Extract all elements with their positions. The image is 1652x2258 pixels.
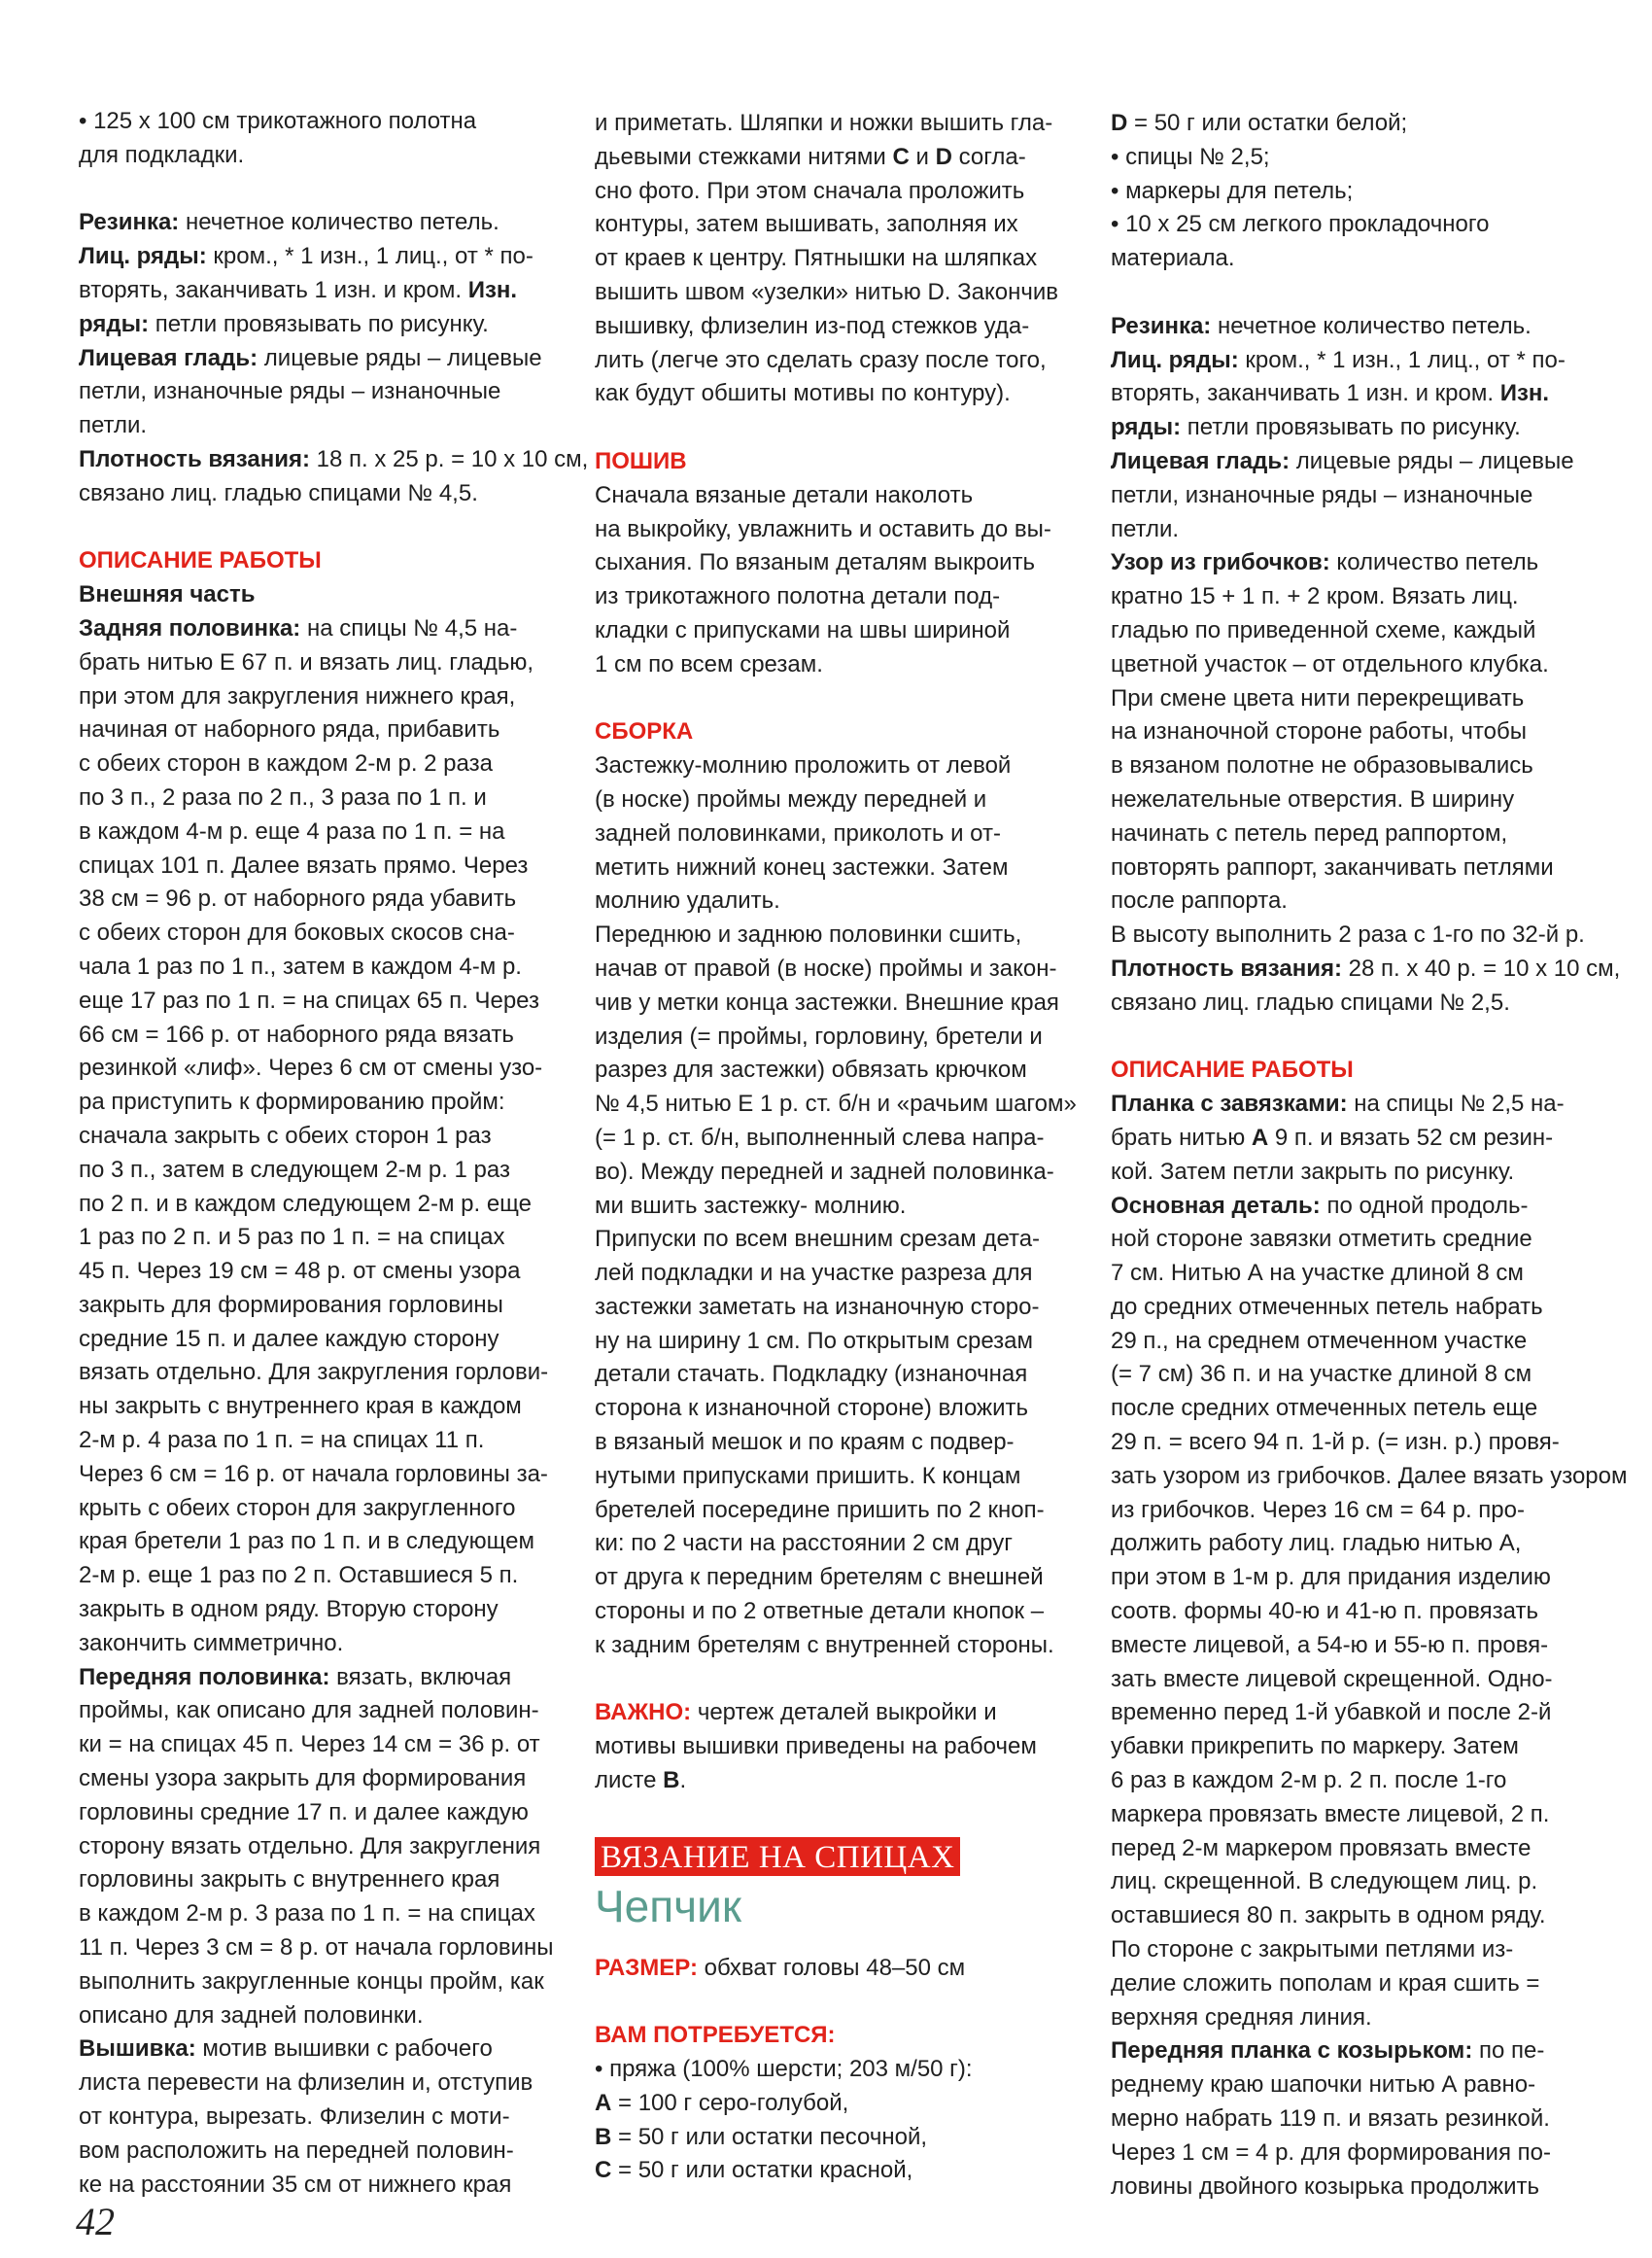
main-part-paragraph (1111, 1223, 1628, 2034)
rib-label: Резинка: (79, 209, 180, 236)
text-line: 66 см = 166 р. от наборного ряда вязать (79, 1021, 514, 1048)
text-line: Сначала вязаные детали наколоть (595, 481, 974, 508)
text-line: при этом в 1-м р. для придания изделию (1111, 1564, 1551, 1591)
rib-text: кром., * 1 изн., 1 лиц., от * по- (206, 243, 533, 270)
text-line: В высоту выполнить 2 раза с 1-го по 32-й р. (1111, 921, 1585, 949)
ties-line (1111, 1122, 1606, 1156)
text-line: зать узором из грибочков. Далее вязать узором (1111, 1462, 1628, 1489)
rib-text: петли провязывать по рисунку. (1181, 414, 1521, 441)
stockinette-line (1111, 445, 1606, 479)
text-line: (в носке) проймы между передней и (595, 785, 987, 813)
front-line (79, 1661, 565, 1695)
ties-label: Планка с завязками: (1111, 1091, 1348, 1118)
text-line: разрез для застежки) обвязать крючком (595, 1057, 1027, 1084)
materials-heading: ВАМ ПОТРЕБУЕТСЯ: (595, 2022, 836, 2049)
text-line: в вязаный мешок и по краям с подвер- (595, 1429, 1015, 1456)
front-text: вязать, включая (329, 1663, 512, 1690)
text-line: ну на ширину 1 см. По открытым срезам (595, 1327, 1033, 1354)
text-line: гладью по приведенной схеме, каждый (1111, 616, 1536, 643)
text-line: сначала закрыть с обеих сторон 1 раз (79, 1122, 492, 1149)
materials-line: • 125 х 100 см трикотажного полотна (79, 108, 477, 134)
text-line: после средних отмеченных петель еще (1111, 1395, 1538, 1422)
gauge-line: связано лиц. гладью спицами № 2,5. (1111, 989, 1510, 1016)
gauge-label: Плотность вязания: (1111, 955, 1343, 982)
text-line: делие сложить пополам и края сшить = (1111, 1969, 1540, 1997)
wrong-rows-label: ряды: (79, 310, 150, 337)
text-line: стороны и по 2 ответные детали кнопок – (595, 1598, 1045, 1625)
materials-line: • спицы № 2,5; (1111, 143, 1270, 170)
text-line: ны закрыть с внутреннего края в каждом (79, 1393, 522, 1420)
text-line: ке на расстоянии 35 см от нижнего края (79, 2171, 512, 2198)
mushroom-pattern-text: количество петель (1329, 549, 1539, 576)
visor-line (1111, 2034, 1606, 2068)
ties-line (1111, 1088, 1606, 1122)
text-line: оставшиеся 80 п. закрыть в одном ряду. (1111, 1902, 1546, 1929)
text-line: в вязаном полотне не образовывались (1111, 752, 1533, 780)
front-label: Передняя половинка: (79, 1663, 330, 1690)
sub-heading-text: Внешняя часть (79, 581, 256, 608)
ties-text: 9 п. и вязать 52 см резин- (1268, 1124, 1554, 1151)
visor-paragraph (1111, 2068, 1606, 2204)
text-line: вышить швом «узелки» нитью D. Закончив (595, 278, 1058, 305)
text-line: закончить симметрично. (79, 1629, 344, 1656)
rib-line (1111, 377, 1606, 411)
mushroom-pattern-line (1111, 546, 1606, 580)
embroidery-paragraph (595, 175, 1081, 412)
yarn-code: В (595, 2123, 612, 2150)
text-line: закрыть в одном ряду. Вторую сторону (79, 1596, 499, 1623)
yarn-line (595, 2121, 1081, 2155)
text-line: должить работу лиц. гладью нитью А, (1111, 1530, 1522, 1557)
text-line: 1 раз по 2 п. и 5 раз по 1 п. = на спицах (79, 1224, 505, 1251)
text-line: закрыть для формирования горловины (79, 1291, 503, 1318)
text-line: 7 см. Нитью А на участке длиной 8 см (1111, 1260, 1524, 1287)
materials-list (1111, 141, 1606, 276)
text-line: начиная от наборного ряда, прибавить (79, 716, 500, 744)
text-line: вышивку, флизелин из-под стежков уда- (595, 312, 1030, 339)
embroidery-text: и (909, 143, 936, 170)
rib-text: вторять, заканчивать 1 изн. и кром. (1111, 380, 1500, 407)
important-text: листе (595, 1767, 664, 1794)
text-line: (= 7 см) 36 п. и на участке длиной 8 см (1111, 1361, 1532, 1388)
rib-line (1111, 344, 1606, 378)
text-line: реднему краю шапочки нитью А равно- (1111, 2071, 1536, 2099)
text-line: от контура, вырезать. Флизелин с моти- (79, 2103, 510, 2131)
text-line: лиц. скрещенной. В следующем лиц. р. (1111, 1868, 1538, 1895)
text-line: вместе лицевой, а 54-ю и 55-ю п. провя- (1111, 1631, 1549, 1658)
gauge-line (1111, 953, 1621, 987)
main-part-text: по одной продоль- (1320, 1192, 1529, 1219)
embroidery-text: дьевыми стежками нитями (595, 143, 893, 170)
text-line: из грибочков. Через 16 см = 64 р. про- (1111, 1496, 1525, 1523)
front-paragraph (79, 1694, 565, 2032)
materials-line: • маркеры для петель; (1111, 177, 1354, 204)
text-line: ра приступить к формированию пройм: (79, 1089, 505, 1116)
important-line (595, 1764, 1081, 1798)
mushroom-pattern-label: Узор из грибочков: (1111, 549, 1330, 576)
text-line: ми вшить застежку- молнию. (595, 1192, 907, 1219)
text-line: По стороне с закрытыми петлями из- (1111, 1936, 1514, 1963)
text-line: соотв. формы 40-ю и 41-ю п. провязать (1111, 1598, 1538, 1625)
materials-line: для подкладки. (79, 141, 245, 168)
text-line: резинкой «лиф». Через 6 см от смены узо- (79, 1055, 543, 1082)
mushroom-pattern-paragraph (1111, 580, 1606, 953)
embroidery-label: Вышивка: (79, 2035, 196, 2063)
size-label: РАЗМЕР: (595, 1954, 698, 1981)
text-line: лей подкладки и на участке разреза для (595, 1260, 1033, 1287)
rib-line (79, 206, 565, 240)
text-line: маркера провязать вместе лицевой, 2 п. (1111, 1800, 1550, 1827)
embroidery-line (595, 141, 1081, 175)
rib-line (79, 240, 565, 274)
rib-line (79, 274, 565, 308)
text-line: 38 см = 96 р. от наборного ряда убавить (79, 886, 517, 913)
text-line: крыть с обеих сторон для закругленного (79, 1494, 516, 1521)
text-line: 29 п., на среднем отмеченном участке (1111, 1327, 1528, 1354)
rib-text: вторять, заканчивать 1 изн. и кром. (79, 276, 468, 303)
text-line: нежелательные отверстия. В ширину (1111, 785, 1515, 813)
stockinette-text: лицевые ряды – лицевые (1290, 447, 1574, 474)
important-line: мотивы вышивки приведены на рабочем (595, 1733, 1037, 1760)
sub-heading (79, 578, 565, 612)
text-line: ки = на спицах 45 п. Через 14 см = 36 р. от (79, 1731, 540, 1758)
rib-line (1111, 310, 1606, 344)
embroidery-line (79, 2032, 565, 2067)
wrong-rows-label: Изн. (1499, 380, 1550, 407)
sheet-code: В (663, 1767, 680, 1794)
text-line: метить нижний конец застежки. Затем (595, 853, 1009, 881)
category-banner: ВЯЗАНИЕ НА СПИЦАХ (595, 1837, 960, 1876)
text-line: сно фото. При этом сначала проложить (595, 177, 1025, 204)
text-line: еще 17 раз по 1 п. = на спицах 65 п. Через (79, 987, 539, 1014)
text-line: ловины двойного козырька продолжить (1111, 2172, 1539, 2200)
yarn-text: = 100 г серо-голубой, (611, 2089, 849, 2116)
assembly-heading: СБОРКА (595, 718, 694, 746)
wrong-rows-label: ряды: (1111, 414, 1182, 441)
section-heading: ОПИСАНИЕ РАБОТЫ (79, 547, 322, 574)
yarn-code: А (1251, 1124, 1269, 1151)
yarn-text: = 50 г или остатки песочной, (611, 2123, 928, 2150)
text-line: 1 см по всем срезам. (595, 650, 823, 677)
text-line: 11 п. Через 3 см = 8 р. от начала горловины (79, 1934, 554, 1962)
important-text: . (679, 1767, 687, 1794)
text-line: убавки прикрепить по маркеру. Затем (1111, 1733, 1519, 1760)
visor-label: Передняя планка с козырьком: (1111, 2037, 1473, 2065)
text-line: детали стачать. Подкладку (изнаночная (595, 1361, 1028, 1388)
yarn-line (1111, 107, 1606, 141)
text-line: нутыми припусками пришить. К концам (595, 1462, 1021, 1489)
text-line: кладки с припусками на швы шириной (595, 616, 1011, 643)
text-line: 2-м р. 4 раза по 1 п. = на спицах 11 п. (79, 1427, 485, 1454)
materials-line: • 10 х 25 см легкого прокладочного (1111, 211, 1490, 238)
column-2 (595, 107, 1081, 2188)
text-line: спицах 101 п. Далее вязать прямо. Через (79, 851, 529, 879)
text-line: в каждом 4-м р. еще 4 раза по 1 п. = на (79, 817, 505, 845)
yarn-text: = 50 г или остатки белой; (1127, 110, 1408, 136)
text-line: на изнаночной стороне работы, чтобы (1111, 718, 1527, 746)
text-line: листа перевести на флизелин и, отступив (79, 2069, 533, 2097)
text-line: вязать отдельно. Для закругления горлови- (79, 1359, 549, 1386)
text-line: во). Между передней и задней половинка- (595, 1158, 1054, 1185)
main-part-label: Основная деталь: (1111, 1192, 1321, 1219)
text-line: мерно набрать 119 п. и вязать резинкой. (1111, 2105, 1550, 2133)
text-line: Застежку-молнию проложить от левой (595, 752, 1012, 780)
back-label: Задняя половинка: (79, 614, 301, 642)
embroidery-line: и приметать. Шляпки и ножки вышить гла- (595, 110, 1053, 136)
back-text: на спицы № 4,5 на- (300, 614, 518, 642)
text-line: верхняя средняя линия. (1111, 2003, 1372, 2031)
important-text: чертеж деталей выкройки и (691, 1699, 997, 1726)
text-line: как будут обшиты мотивы по контуру). (595, 380, 1011, 407)
text-line: зать вместе лицевой скрещенной. Одно- (1111, 1665, 1553, 1692)
gauge-line (79, 443, 589, 477)
visor-text: по пе- (1472, 2037, 1545, 2065)
gauge-text: 18 п. х 25 р. = 10 х 10 см, (310, 445, 589, 472)
rib-label: Резинка: (1111, 312, 1212, 339)
text-line: перед 2-м маркером провязать вместе (1111, 1834, 1532, 1861)
stockinette-label: Лицевая гладь: (1111, 447, 1291, 474)
text-line: до средних отмеченных петель набрать (1111, 1293, 1543, 1320)
sewing-paragraph (595, 479, 1081, 682)
back-line (79, 612, 565, 646)
text-line: Переднюю и заднюю половинки сшить, (595, 921, 1022, 949)
text-line: 2-м р. еще 1 раз по 2 п. Оставшиеся 5 п. (79, 1562, 519, 1589)
text-line: чив у метки конца застежки. Внешние края (595, 989, 1059, 1016)
text-line: горловины закрыть с внутреннего края (79, 1866, 500, 1893)
stockinette-line: петли, изнаночные ряды – изнаночные (79, 378, 501, 405)
text-line: средние 15 п. и далее каждую сторону (79, 1325, 499, 1352)
text-line: ки: по 2 части на расстоянии 2 см друг (595, 1530, 1013, 1557)
text-line: кратно 15 + 1 п. + 2 кром. Вязать лиц. (1111, 583, 1519, 610)
main-part-line (1111, 1190, 1606, 1224)
yarn-code: С (892, 143, 910, 170)
embroidery-text: мотив вышивки с рабочего (195, 2035, 493, 2063)
assembly-paragraph (595, 749, 1081, 1663)
yarn-line: • пряжа (100% шерсти; 203 м/50 г): (595, 2056, 973, 2083)
text-line: (= 1 р. ст. б/н, выполненный слева напра- (595, 1124, 1045, 1151)
text-line: по 2 п. и в каждом следующем 2-м р. еще (79, 1190, 532, 1217)
text-line: 6 раз в каждом 2-м р. 2 п. после 1-го (1111, 1767, 1507, 1794)
rib-text: нечетное количество петель. (1211, 312, 1532, 339)
column-1 (79, 105, 589, 2202)
gauge-text: 28 п. х 40 р. = 10 х 10 см, (1342, 955, 1621, 982)
text-line: от друга к передним бретелям с внешней (595, 1564, 1044, 1591)
text-line: цветной участок – от отдельного клубка. (1111, 650, 1549, 677)
text-line: бретелей посередине пришить по 2 кноп- (595, 1496, 1045, 1523)
text-line: сторону вязать отдельно. Для закругления (79, 1832, 541, 1859)
text-line: Припуски по всем внешним срезам дета- (595, 1226, 1041, 1253)
text-line: проймы, как описано для задней половин- (79, 1697, 539, 1724)
text-line: после раппорта. (1111, 887, 1288, 915)
text-line: от краев к центру. Пятнышки на шляпках (595, 245, 1038, 272)
sewing-heading: ПОШИВ (595, 447, 687, 474)
text-line: 29 п. = всего 94 п. 1-й р. (= изн. р.) провя- (1111, 1429, 1560, 1456)
section-heading: ОПИСАНИЕ РАБОТЫ (1111, 1057, 1354, 1084)
text-line: горловины средние 17 п. и далее каждую (79, 1798, 529, 1825)
text-line: контуры, затем вышивать, заполняя их (595, 211, 1018, 238)
rib-line (1111, 411, 1606, 445)
ties-text: брать нитью (1111, 1124, 1252, 1151)
yarn-line (595, 2154, 1081, 2188)
ties-text: на спицы № 2,5 на- (1347, 1091, 1565, 1118)
rib-text: кром., * 1 изн., 1 лиц., от * по- (1238, 346, 1566, 373)
yarn-code: D (1111, 110, 1128, 136)
back-paragraph (79, 646, 565, 1661)
embroidery-paragraph (79, 2067, 565, 2202)
article-title: Чепчик (595, 1880, 741, 1931)
text-line: сторона к изнаночной стороне) вложить (595, 1395, 1029, 1422)
text-line: на выкройку, увлажнить и оставить до вы- (595, 515, 1051, 542)
text-line: ной стороне завязки отметить средние (1111, 1226, 1532, 1253)
text-line: в каждом 2-м р. 3 раза по 1 п. = на спицах (79, 1900, 535, 1928)
text-line: с обеих сторон в каждом 2-м р. 2 раза (79, 750, 493, 778)
text-line: изделия (= проймы, горловину, бретели и (595, 1023, 1043, 1050)
text-line: смены узора закрыть для формирования (79, 1765, 527, 1792)
text-line: вом расположить на передней половин- (79, 2136, 514, 2164)
text-line: к задним бретелям с внутренней стороны. (595, 1631, 1054, 1658)
size-text: обхват головы 48–50 см (697, 1954, 966, 1981)
text-line: начав от правой (в носке) проймы и закон- (595, 955, 1057, 982)
text-line: сыхания. По вязаным деталям выкроить (595, 549, 1035, 576)
yarn-line (595, 2087, 1081, 2121)
materials-line: материала. (1111, 245, 1235, 272)
text-line: № 4,5 нитью Е 1 р. ст. б/н и «рачьим шагом» (595, 1091, 1077, 1118)
important-line (595, 1696, 1081, 1730)
wrong-rows-label: Изн. (467, 276, 518, 303)
text-line: при этом для закругления нижнего края, (79, 682, 516, 710)
text-line: выполнить закругленные концы пройм, как (79, 1967, 544, 1995)
text-line: застежки заметать на изнаночную сторо- (595, 1293, 1040, 1320)
text-line: с обеих сторон для боковых скосов сна- (79, 920, 515, 947)
text-line: по 3 п., затем в следующем 2-м р. 1 раз (79, 1156, 510, 1183)
size-line (595, 1952, 1081, 1986)
stockinette-line: петли. (1111, 515, 1180, 542)
ties-line: кой. Затем петли закрыть по рисунку. (1111, 1158, 1515, 1185)
text-line: края бретели 1 раз по 1 п. и в следующем (79, 1528, 534, 1555)
text-line: из трикотажного полотна детали под- (595, 583, 1001, 610)
yarn-code: С (595, 2157, 612, 2184)
stockinette-line: петли, изнаночные ряды – изнаночные (1111, 481, 1533, 508)
page-number: 42 (76, 2200, 115, 2243)
text-line: молнию удалить. (595, 887, 780, 915)
gauge-line: связано лиц. гладью спицами № 4,5. (79, 479, 478, 506)
text-line: При смене цвета нити перекрещивать (1111, 684, 1525, 712)
rib-text: петли провязывать по рисунку. (149, 310, 489, 337)
rib-text: нечетное количество петель. (179, 209, 499, 236)
yarn-code: А (595, 2089, 612, 2116)
text-line: по 3 п., 2 раза по 2 п., 3 раза по 1 п. и (79, 783, 487, 811)
text-line: чала 1 раз по 1 п., затем в каждом 4-м р. (79, 953, 522, 980)
embroidery-text: согла- (951, 143, 1026, 170)
text-line: 45 п. Через 19 см = 48 р. от смены узора (79, 1258, 521, 1285)
text-line: временно перед 1-й убавкой и после 2-й (1111, 1699, 1552, 1726)
right-rows-label: Лиц. ряды: (1111, 346, 1239, 373)
stockinette-label: Лицевая гладь: (79, 344, 258, 371)
column-3 (1111, 107, 1628, 2204)
gauge-label: Плотность вязания: (79, 445, 311, 472)
yarn-code: D (935, 143, 952, 170)
stockinette-line (79, 342, 565, 376)
text-line: брать нитью Е 67 п. и вязать лиц. гладью, (79, 648, 534, 676)
yarn-text: = 50 г или остатки красной, (611, 2157, 913, 2184)
text-line: описано для задней половинки. (79, 2001, 424, 2029)
text-line: Через 6 см = 16 р. от начала горловины за- (79, 1460, 548, 1487)
stockinette-text: лицевые ряды – лицевые (258, 344, 542, 371)
text-line: задней половинками, приколоть и от- (595, 819, 1001, 847)
text-line: начинать с петель перед раппортом, (1111, 819, 1508, 847)
rib-line (79, 308, 565, 342)
right-rows-label: Лиц. ряды: (79, 243, 207, 270)
text-line: Через 1 см = 4 р. для формирования по- (1111, 2138, 1551, 2166)
text-line: повторять раппорт, заканчивать петлями (1111, 853, 1554, 881)
stockinette-line: петли. (79, 412, 148, 439)
important-label: ВАЖНО: (595, 1699, 692, 1726)
text-line: лить (легче это сделать сразу после того, (595, 346, 1047, 373)
